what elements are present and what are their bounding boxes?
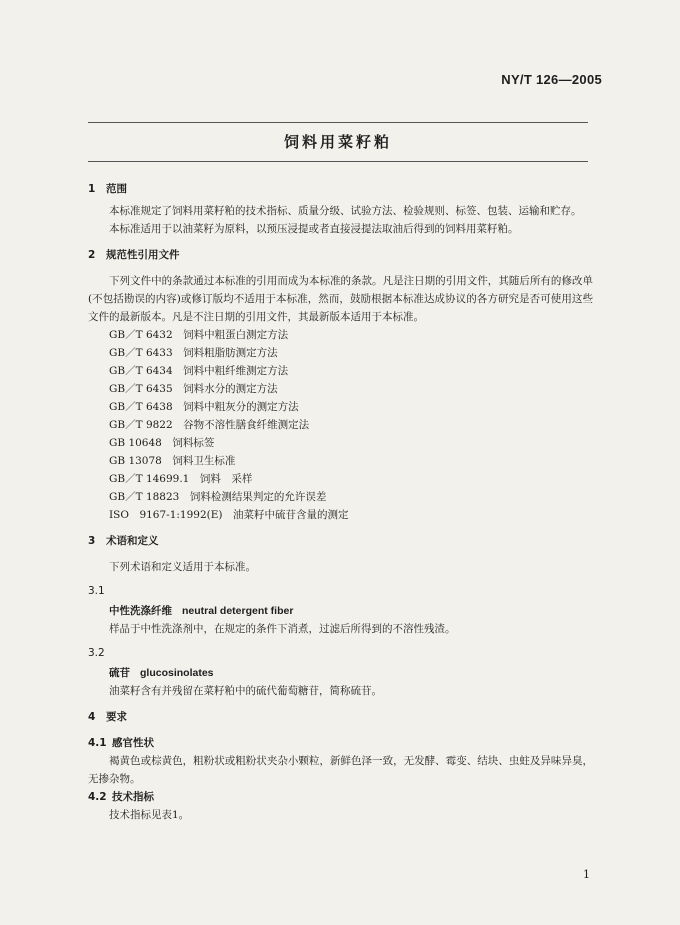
- section-number: 4: [88, 711, 96, 723]
- document-body: [88, 180, 593, 824]
- term-heading: [88, 602, 593, 620]
- title-rule-bottom: [88, 161, 588, 162]
- subsection-title: 技术指标: [112, 791, 154, 803]
- term-number: 3.1: [88, 585, 105, 597]
- page-number: 1: [583, 868, 590, 881]
- subsection-number: 4.1: [88, 737, 107, 749]
- section-title: 规范性引用文件: [106, 249, 180, 261]
- subsection-4-1-heading: [88, 734, 593, 752]
- section-1-para-2: 本标准适用于以油菜籽为原料，以预压浸提或者直接浸提法取油后得到的饲料用菜籽粕。: [109, 223, 519, 235]
- reference-item: GB／T 18823 饲料检测结果判定的允许误差: [109, 491, 327, 503]
- reference-item: GB／T 6434 饲料中粗纤维测定方法: [109, 365, 289, 377]
- term-definition: 样品于中性洗涤剂中，在规定的条件下消煮，过滤后所得到的不溶性残渣。: [109, 623, 456, 635]
- reference-item: GB／T 14699.1 饲料 采样: [109, 473, 253, 485]
- section-2-heading: [88, 246, 593, 264]
- term-english: neutral detergent fiber: [182, 605, 294, 617]
- reference-item: GB／T 9822 谷物不溶性膳食纤维测定法: [109, 419, 310, 431]
- term-chinese: 硫苷: [109, 667, 130, 679]
- term-english: glucosinolates: [140, 667, 214, 679]
- section-number: 2: [88, 249, 96, 261]
- section-3-intro: 下列术语和定义适用于本标准。: [109, 561, 256, 573]
- subsection-number: 4.2: [88, 791, 107, 803]
- reference-item: GB／T 6432 饲料中粗蛋白测定方法: [109, 329, 289, 341]
- standard-code: NY/T 126—2005: [501, 72, 602, 87]
- reference-item: GB／T 6438 饲料中粗灰分的测定方法: [109, 401, 299, 413]
- section-title: 范围: [106, 183, 127, 195]
- subsection-4-2-heading: [88, 788, 593, 806]
- section-title: 术语和定义: [106, 535, 159, 547]
- section-number: 3: [88, 535, 96, 547]
- document-title: 饲料用菜籽粕: [283, 133, 392, 151]
- reference-item: GB 10648 饲料标签: [109, 437, 215, 449]
- section-number: 1: [88, 183, 96, 195]
- section-1-heading: [88, 180, 593, 198]
- section-1-para-1: 本标准规定了饲料用菜籽粕的技术指标、质量分级、试验方法、检验规则、标签、包装、运输和贮存。: [109, 205, 582, 217]
- term-definition: 油菜籽含有并残留在菜籽粕中的硫代葡萄糖苷，简称硫苷。: [109, 685, 382, 697]
- subsection-4-2-text: 技术指标见表1。: [109, 809, 190, 821]
- section-title: 要求: [106, 711, 127, 723]
- section-3-heading: [88, 532, 593, 550]
- term-number: 3.2: [88, 647, 105, 659]
- reference-item: GB 13078 饲料卫生标准: [109, 455, 236, 467]
- subsection-title: 感官性状: [112, 737, 154, 749]
- reference-item: GB／T 6433 饲料粗脂肪测定方法: [109, 347, 278, 359]
- reference-item: ISO 9167-1:1992(E) 油菜籽中硫苷含量的测定: [109, 509, 349, 521]
- reference-list: [88, 326, 593, 524]
- title-rule-top: [88, 122, 588, 123]
- section-2-intro: 下列文件中的条款通过本标准的引用而成为本标准的条款。凡是注日期的引用文件，其随后所有的修改单(不包括勘误的内容)或修订版均不适用于本标准，然而，鼓励根据本标准达成协议的各方研究是否可使用这些文件的最新版本。凡是不注日期的引用文件，其最新版本适用于本标准。: [88, 275, 593, 323]
- term-chinese: 中性洗涤纤维: [109, 605, 172, 617]
- section-4-heading: [88, 708, 593, 726]
- term-heading: [88, 664, 593, 682]
- subsection-4-1-text: 褐黄色或棕黄色，粗粉状或粗粉状夹杂小颗粒，新鲜色泽一致，无发酵、霉变、结块、虫蛀及异味异臭，无掺杂物。: [88, 755, 593, 785]
- reference-item: GB／T 6435 饲料水分的测定方法: [109, 383, 278, 395]
